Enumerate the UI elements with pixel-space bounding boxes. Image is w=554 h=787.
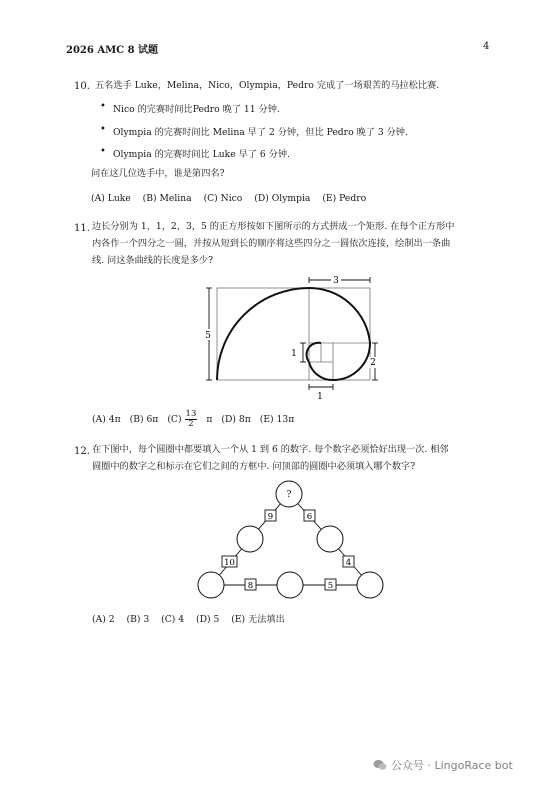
question-10-prompt: 问在这几位选手中，谁是第四名?: [91, 168, 225, 179]
choice-e: (E) 无法填出: [231, 614, 285, 625]
fraction-numerator: 13: [185, 409, 197, 419]
box-label-8: 8: [247, 581, 254, 591]
circle-triangle-figure: [190, 475, 390, 605]
circle-bottom-right: [357, 572, 383, 598]
box-label-10: 10: [224, 558, 235, 568]
question-10-bullet-2: • Olympia 的完赛时间比 Melina 早了 2 分钟，但比 Pedro 晚了 3 分钟.: [113, 124, 408, 138]
choice-b: (B) 6π: [129, 414, 159, 425]
label-mid: 1: [291, 349, 297, 359]
circle-upper-right: [317, 526, 343, 552]
top-circle-label: ?: [286, 490, 292, 500]
question-11-number: 11.: [74, 223, 90, 234]
choice-c-fraction: [185, 410, 207, 429]
question-12-stem: [92, 441, 449, 475]
question-10-stem: 五名选手 Luke，Melina，Nico，Olympia，Pedro 完成了一场艰苦的马拉松比赛.: [95, 80, 440, 91]
choice-c: (C) 4: [161, 614, 185, 625]
choice-e: (E) 13π: [259, 414, 295, 425]
question-11-stem: [92, 218, 454, 269]
question-11-choices: [92, 410, 303, 429]
choice-a: (A) 4π: [92, 414, 121, 425]
box-label-6: 6: [306, 512, 313, 522]
choice-b: (B) Melina: [142, 193, 192, 204]
question-10-bullet-3: • Olympia 的完赛时间比 Luke 早了 6 分钟.: [113, 146, 290, 160]
question-12-number: 12.: [74, 446, 90, 457]
question-10-number: 10.: [74, 81, 90, 92]
question-12-stem-line-1: 在下图中，每个圆圈中都要填入一个从 1 到 6 的数字. 每个数字必须恰好出现一次. 相邻: [92, 444, 449, 455]
fraction-denominator: 2: [188, 419, 194, 429]
label-left: 5: [205, 331, 211, 341]
watermark-text: 公众号 · LingoRace bot: [391, 759, 513, 772]
choice-c-suffix: π: [206, 414, 213, 425]
choice-a: (A) 2: [92, 614, 115, 625]
choice-d: (D) 8π: [221, 414, 251, 425]
question-10-choices: [91, 193, 375, 204]
question-12-stem-line-2: 圆圈中的数字之和标示在它们之间的方框中. 问顶部的圆圈中必须填入哪个数字?: [92, 461, 416, 472]
choice-d: (D) Olympia: [254, 193, 311, 204]
spiral-curve: [217, 288, 370, 380]
box-label-9: 9: [267, 512, 274, 522]
choice-c: (C): [167, 414, 182, 425]
circle-upper-left: [237, 526, 263, 552]
watermark: [373, 757, 513, 773]
box-label-4: 4: [345, 558, 352, 568]
question-11-stem-line-1: 边长分别为 1，1，2，3，5 的正方形按如下图所示的方式拼成一个矩形. 在每个正方形中: [92, 221, 455, 232]
label-top: 3: [333, 276, 339, 286]
choice-a: (A) Luke: [91, 193, 131, 204]
question-12-choices: [92, 611, 294, 625]
choice-b: (B) 3: [126, 614, 150, 625]
choice-c: (C) Nico: [203, 193, 243, 204]
circle-bottom-middle: [277, 572, 303, 598]
question-11-stem-line-2: 内各作一个四分之一圆，并按从短到长的顺序将这些四分之一圆依次连接，绘制出一条曲: [92, 238, 451, 249]
question-10-bullet-1: • Nico 的完赛时间比Pedro 晚了 11 分钟.: [113, 101, 280, 115]
label-bottom: 1: [317, 392, 323, 402]
circle-bottom-left: [198, 572, 224, 598]
box-label-5: 5: [327, 581, 334, 591]
golden-spiral-figure: [195, 270, 385, 410]
choice-e: (E) Pedro: [322, 193, 367, 204]
label-right: 2: [370, 358, 376, 368]
page-header-title: 2026 AMC 8 试题: [66, 45, 159, 56]
question-11-stem-line-3: 线. 问这条曲线的长度是多少?: [92, 255, 214, 266]
page-number: 4: [483, 41, 490, 52]
wechat-icon: [373, 759, 387, 771]
choice-d: (D) 5: [196, 614, 220, 625]
